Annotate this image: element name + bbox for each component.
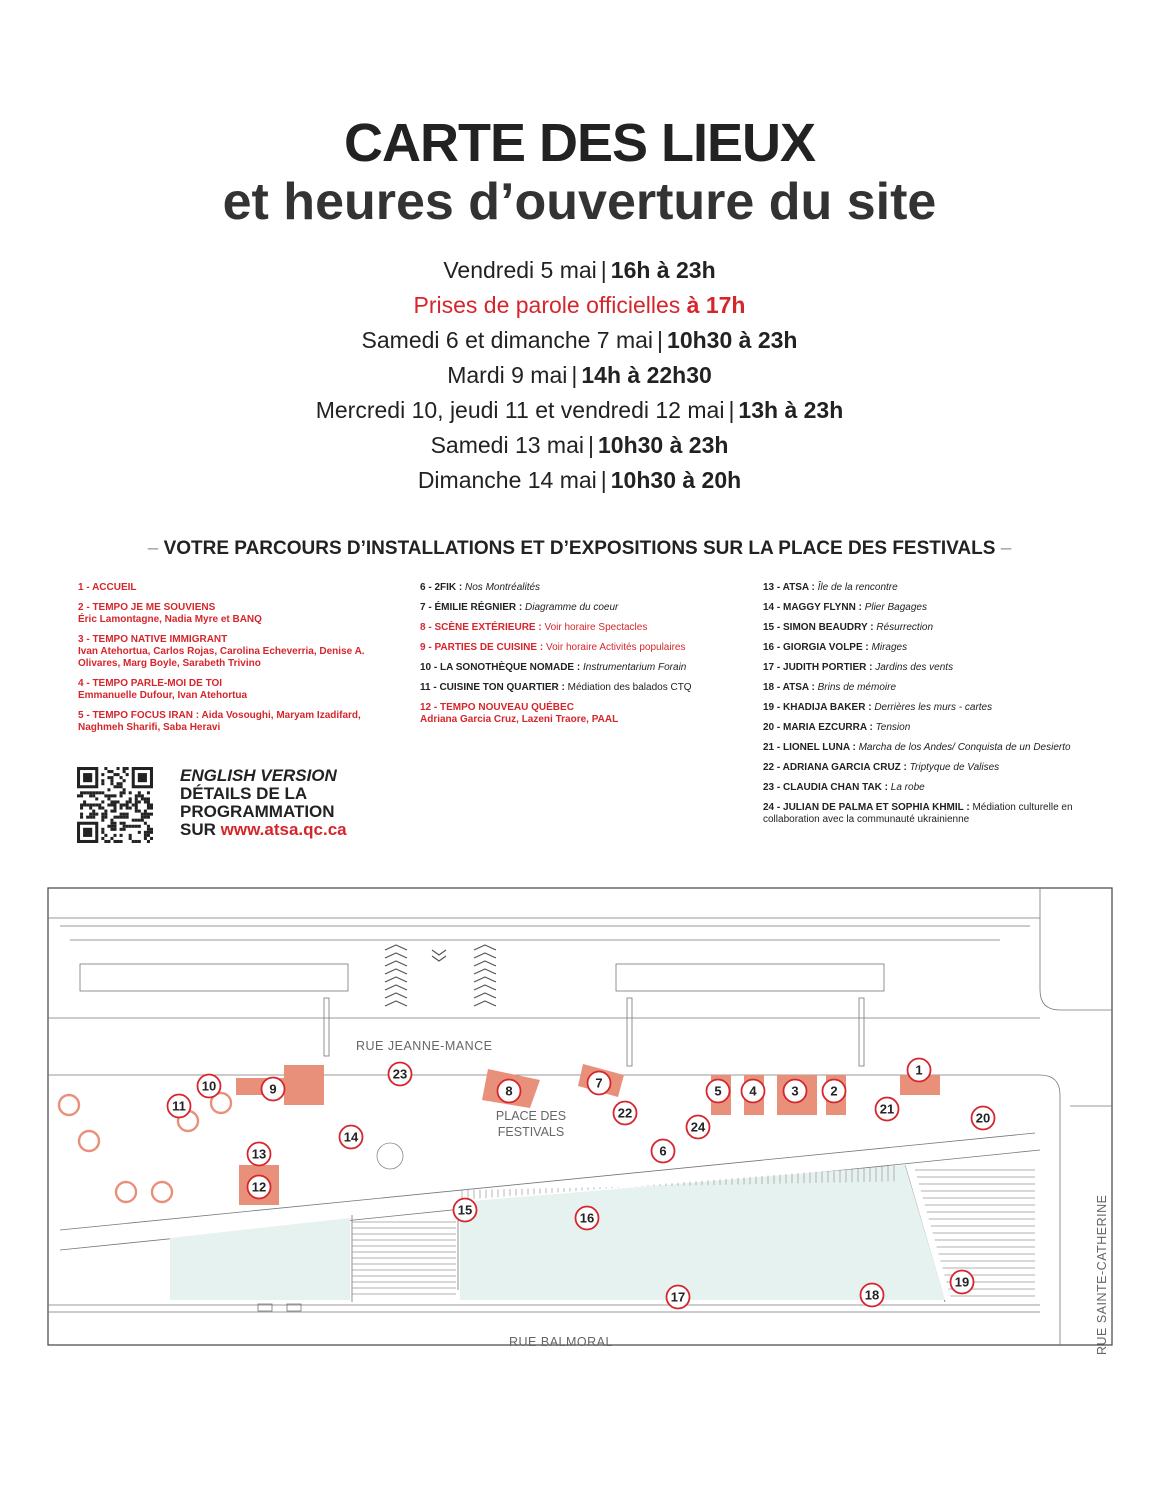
legend-entry-title: 20 - MARIA EZCURRA : — [763, 722, 873, 733]
schedule-day: Vendredi 5 mai — [443, 257, 597, 283]
legend-entry-title: 7 - ÉMILIE RÉGNIER : — [420, 602, 523, 613]
schedule-separator: | — [600, 257, 607, 283]
map-marker-label: 19 — [954, 1274, 970, 1290]
legend-entry-work: Voir horaire Spectacles — [544, 622, 648, 633]
map-marker-label: 8 — [505, 1083, 513, 1099]
legend-entry-work: Instrumentarium Forain — [582, 662, 687, 673]
schedule-separator: | — [728, 397, 735, 423]
legend-entry-title: 6 - 2FIK : — [420, 582, 463, 593]
map-marker-label: 14 — [343, 1129, 359, 1145]
schedule-separator: | — [657, 327, 664, 353]
legend-entry-title: 13 - ATSA : — [763, 582, 815, 593]
page-title: CARTE DES LIEUX — [343, 113, 816, 173]
legend-entry-title: 19 - KHADIJA BAKER : — [763, 702, 872, 713]
legend-entry-title: 4 - TEMPO PARLE-MOI DE TOI — [78, 678, 223, 689]
legend-entry-work: Nos Montréalités — [465, 582, 541, 593]
map-marker-label: 22 — [617, 1105, 633, 1121]
map-marker-label: 7 — [595, 1075, 603, 1091]
schedule-hours: 16h à 23h — [610, 257, 716, 283]
map-marker-label: 12 — [251, 1179, 267, 1195]
schedule-day: Mardi 9 mai — [447, 362, 568, 388]
map-marker-10[interactable] — [198, 1075, 221, 1098]
schedule-hours: à 17h — [686, 292, 746, 318]
legend-entry-title: 3 - TEMPO NATIVE IMMIGRANT — [78, 634, 228, 645]
map-marker-15[interactable] — [454, 1199, 477, 1222]
legend-entry-title: 11 - CUISINE TON QUARTIER : — [420, 682, 565, 693]
legend-entry-artists: Emmanuelle Dufour, Ivan Atehortua — [78, 690, 248, 701]
street-label-north: RUE JEANNE-MANCE — [356, 1039, 493, 1053]
schedule-hours: 13h à 23h — [738, 397, 844, 423]
map-marker-label: 18 — [864, 1287, 880, 1303]
legend-entry-work: Adriana Garcia Cruz, Lazeni Traore, PAAL — [420, 714, 619, 725]
legend-entry-title: 8 - SCÈNE EXTÉRIEURE : — [420, 622, 542, 633]
schedule-separator: | — [571, 362, 578, 388]
page-subtitle: et heures d’ouverture du site — [222, 173, 937, 231]
map-marker-label: 11 — [172, 1098, 186, 1114]
schedule-day: Dimanche 14 mai — [417, 467, 597, 493]
map-marker-label: 6 — [659, 1143, 667, 1159]
legend-entry-title: 1 - ACCUEIL — [78, 582, 137, 593]
english-version-label[interactable]: ENGLISH VERSION — [180, 766, 337, 785]
map-marker-label: 23 — [392, 1066, 408, 1082]
orange-rings — [59, 1093, 231, 1202]
map-marker-23[interactable] — [389, 1063, 412, 1086]
legend-entry-work: Diagramme du coeur — [525, 602, 619, 613]
legend-entry-work: Résurrection — [876, 622, 934, 633]
map-marker-label: 1 — [915, 1062, 923, 1078]
green-zone-east — [457, 1165, 945, 1300]
programme-line-1: DÉTAILS DE LA — [180, 784, 308, 803]
legend-entry-work: La robe — [890, 782, 925, 793]
map-marker-label: 20 — [975, 1110, 991, 1126]
legend-entry-title: 21 - LIONEL LUNA : — [763, 742, 856, 753]
schedule-hours: 10h30 à 23h — [667, 327, 798, 353]
legend-entry-work: Marcha de los Andes/ Conquista de un Desierto — [858, 742, 1071, 753]
map-marker-12[interactable] — [248, 1176, 271, 1199]
map-marker-13[interactable] — [248, 1143, 271, 1166]
schedule-hours: 10h30 à 20h — [610, 467, 742, 493]
schedule-separator: | — [600, 467, 607, 493]
green-zone-west — [170, 1218, 350, 1300]
legend-entry-artists: Ivan Atehortua, Carlos Rojas, Carolina Echeverria, Denise A. Olivares, Marg Boyle, Sarabeth Trivino — [78, 646, 365, 669]
map-marker-7[interactable] — [588, 1072, 611, 1095]
map-marker-6[interactable] — [652, 1140, 675, 1163]
map-marker-14[interactable] — [340, 1126, 363, 1149]
map-marker-label: 17 — [670, 1289, 686, 1305]
programme-line-2: PROGRAMMATION — [180, 802, 335, 821]
map-marker-label: 5 — [714, 1083, 722, 1099]
website-link[interactable]: www.atsa.qc.ca — [220, 820, 347, 839]
light-poles — [324, 998, 864, 1066]
map-marker-label: 15 — [457, 1202, 473, 1218]
schedule-day: Samedi 13 mai — [430, 432, 584, 458]
legend-entry-work: Mirages — [871, 642, 908, 653]
legend-entry-work: Brins de mémoire — [817, 682, 896, 693]
map-marker-label: 10 — [201, 1078, 217, 1094]
map-marker-22[interactable] — [614, 1102, 637, 1125]
legend-entry-title: 9 - PARTIES DE CUISINE : — [420, 642, 544, 653]
schedule-day: Samedi 6 et dimanche 7 mai — [361, 327, 654, 353]
map-marker-20[interactable] — [972, 1107, 995, 1130]
legend-entry-title: 18 - ATSA : — [763, 682, 815, 693]
schedule-hours: 10h30 à 23h — [597, 432, 729, 458]
legend-entry-artists: Éric Lamontagne, Nadia Myre et BANQ — [78, 614, 262, 625]
legend-entry-title: 2 - TEMPO JE ME SOUVIENS — [78, 602, 216, 613]
legend-entry-title: 17 - JUDITH PORTIER : — [763, 662, 873, 673]
legend-entry-title: 5 - TEMPO FOCUS IRAN : Aida Vosoughi, Maryam Izadifard, Naghmeh Sharifi, Saba Heravi — [78, 710, 361, 733]
fountain-icon — [377, 1143, 403, 1169]
map-marker-17[interactable] — [667, 1286, 690, 1309]
legend-entry-title: 16 - GIORGIA VOLPE : — [763, 642, 869, 653]
legend-entry-title: 15 - SIMON BEAUDRY : — [763, 622, 874, 633]
map-marker-2[interactable] — [823, 1080, 846, 1103]
map-marker-11[interactable] — [168, 1095, 191, 1118]
map-marker-18[interactable] — [861, 1284, 884, 1307]
place-label-line-1: PLACE DES — [495, 1109, 567, 1123]
map-marker-label: 3 — [791, 1083, 799, 1099]
legend-entry-title: 23 - CLAUDIA CHAN TAK : — [763, 782, 888, 793]
map-marker-16[interactable] — [576, 1207, 599, 1230]
legend-entry-work: Derrières les murs - cartes — [874, 702, 993, 713]
building-band — [48, 918, 1040, 1075]
legend-entry-work: Médiation des balados CTQ — [567, 682, 692, 693]
street-label-east: RUE SAINTE-CATHERINE — [1095, 1194, 1109, 1355]
map-marker-label: 16 — [579, 1210, 595, 1226]
map-marker-9[interactable] — [262, 1078, 285, 1101]
schedule-day: Mercredi 10, jeudi 11 et vendredi 12 mai — [315, 397, 725, 423]
schedule-day: Prises de parole officielles — [413, 292, 681, 318]
legend-entry-work: Triptyque de Valises — [909, 762, 1000, 773]
map-marker-label: 24 — [690, 1119, 706, 1135]
legend-entry-title: 24 - JULIAN DE PALMA ET SOPHIA KHMIL : — [763, 802, 970, 813]
map-marker-19[interactable] — [951, 1271, 974, 1294]
map-marker-3[interactable] — [784, 1080, 807, 1103]
schedule-separator: | — [588, 432, 594, 458]
legend-entry-work: Plier Bagages — [864, 602, 927, 613]
legend-entry-work: Île de la rencontre — [817, 582, 898, 593]
schedule-hours: 14h à 22h30 — [581, 362, 712, 388]
legend-entry-title: 14 - MAGGY FLYNN : — [763, 602, 862, 613]
map-marker-1[interactable] — [908, 1059, 931, 1082]
section-heading: – VOTRE PARCOURS D’INSTALLATIONS ET D’EXPOSITIONS SUR LA PLACE DES FESTIVALS – — [147, 538, 1012, 559]
crosswalk-chevrons — [385, 945, 496, 1006]
legend-entry-title: 10 - LA SONOTHÈQUE NOMADE : — [420, 662, 581, 673]
map-marker-24[interactable] — [687, 1116, 710, 1139]
street-label-south: RUE BALMORAL — [509, 1335, 613, 1349]
legend-entry-work: Voir horaire Activités populaires — [545, 642, 686, 653]
map-marker-label: 9 — [269, 1081, 277, 1097]
map-marker-label: 4 — [749, 1083, 757, 1099]
legend-entry-title: 12 - TEMPO NOUVEAU QUÉBEC — [420, 702, 574, 713]
map-marker-21[interactable] — [876, 1098, 899, 1121]
map-marker-label: 2 — [830, 1083, 838, 1099]
map-marker-label: 13 — [251, 1146, 267, 1162]
map-marker-4[interactable] — [742, 1080, 765, 1103]
map-marker-label: 21 — [879, 1101, 895, 1117]
map-marker-5[interactable] — [707, 1080, 730, 1103]
legend-entry-work: Tension — [875, 722, 911, 733]
legend-entry-work: Jardins des vents — [875, 662, 954, 673]
legend-entry-work: Médiation culturelle en collaboration avec la communauté ukrainienne — [763, 802, 1073, 825]
map-marker-8[interactable] — [498, 1080, 521, 1103]
programme-sur: SUR — [180, 820, 216, 839]
place-label-line-2: FESTIVALS — [497, 1125, 565, 1139]
legend-entry-title: 22 - ADRIANA GARCIA CRUZ : — [763, 762, 907, 773]
